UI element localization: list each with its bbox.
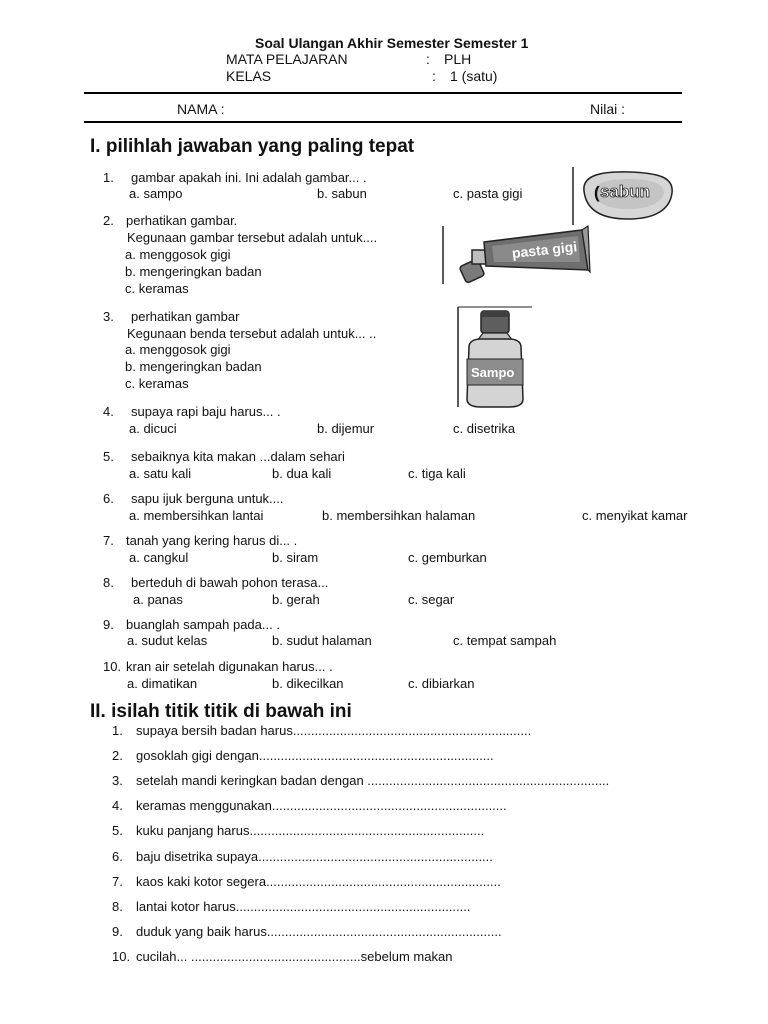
soap-label: sabun <box>600 182 651 201</box>
q7-number: 7. <box>103 533 114 548</box>
s2-item-1-text: supaya bersih badan harus.................................................................. <box>136 723 532 738</box>
soap-image <box>572 165 678 229</box>
q4-option-b: b. dijemur <box>317 421 375 436</box>
s2-item-2-number: 2. <box>112 748 123 763</box>
q3-number: 3. <box>103 309 114 324</box>
q9-option-b: b. sudut halaman <box>272 633 372 648</box>
subject-label: MATA PELAJARAN <box>226 51 348 67</box>
q9-number: 9. <box>103 617 114 632</box>
q5-option-b: b. dua kali <box>272 466 332 481</box>
s2-item-5-number: 5. <box>112 823 123 838</box>
q4-option-c: c. disetrika <box>453 421 516 436</box>
subject-colon: : <box>426 51 430 67</box>
q10-option-b: b. dikecilkan <box>272 676 344 691</box>
q6-text: sapu ijuk berguna untuk.... <box>131 491 284 506</box>
svg-text:(: ( <box>594 183 600 202</box>
q10-number: 10. <box>103 659 122 674</box>
s2-item-3-text: setelah mandi keringkan badan dengan ................................................................... <box>136 773 610 788</box>
q2-option-a: a. menggosok gigi <box>125 247 231 262</box>
q7-option-b: b. siram <box>272 550 319 565</box>
q5-number: 5. <box>103 449 114 464</box>
q3-option-a: a. menggosok gigi <box>125 342 231 357</box>
q1-option-a: a. sampo <box>129 186 183 201</box>
q3-option-c: c. keramas <box>125 376 189 391</box>
s2-item-8-number: 8. <box>112 899 123 914</box>
q2-option-c: c. keramas <box>125 281 189 296</box>
q2-option-b: b. mengeringkan badan <box>125 264 262 279</box>
section-2-title: II. isilah titik titik di bawah ini <box>90 701 352 722</box>
s2-item-10-number: 10. <box>112 949 131 964</box>
q1-text: gambar apakah ini. Ini adalah gambar... . <box>131 170 367 185</box>
q9-text: buanglah sampah pada... . <box>126 617 280 632</box>
q3-text-line2: Kegunaan benda tersebut adalah untuk... .. <box>127 326 377 341</box>
document-title: Soal Ulangan Akhir Semester Semester 1 <box>255 35 529 51</box>
q2-text-line2: Kegunaan gambar tersebut adalah untuk.... <box>127 230 378 245</box>
shampoo-image <box>457 303 533 411</box>
q2-number: 2. <box>103 213 114 228</box>
q9-option-a: a. sudut kelas <box>127 633 208 648</box>
class-value: 1 (satu) <box>450 68 498 84</box>
q5-option-a: a. satu kali <box>129 466 192 481</box>
s2-item-1-number: 1. <box>112 723 123 738</box>
q2-text: perhatikan gambar. <box>126 213 238 228</box>
s2-item-9-number: 9. <box>112 924 123 939</box>
s2-item-7-number: 7. <box>112 874 123 889</box>
subject-value: PLH <box>444 51 472 67</box>
q5-text: sebaiknya kita makan ...dalam sehari <box>131 449 345 464</box>
q7-text: tanah yang kering harus di... . <box>126 533 298 548</box>
q7-option-a: a. cangkul <box>129 550 189 565</box>
q6-option-a: a. membersihkan lantai <box>129 508 264 523</box>
q8-option-a: a. panas <box>133 592 183 607</box>
q9-option-c: c. tempat sampah <box>453 633 557 648</box>
toothpaste-image <box>442 222 592 288</box>
q6-option-c: c. menyikat kamar <box>582 508 688 523</box>
q8-text: berteduh di bawah pohon terasa... <box>131 575 329 590</box>
q10-option-c: c. dibiarkan <box>408 676 475 691</box>
section-1-title: I. pilihlah jawaban yang paling tepat <box>90 136 415 157</box>
s2-item-10-text: cucilah... ...............................................sebelum makan <box>136 949 453 964</box>
class-colon: : <box>432 68 436 84</box>
q5-option-c: c. tiga kali <box>408 466 466 481</box>
s2-item-6-text: baju disetrika supaya................................................................. <box>136 849 493 864</box>
header-divider-bottom <box>84 121 682 123</box>
q6-option-b: b. membersihkan halaman <box>322 508 476 523</box>
toothpaste-label: pasta gigi <box>511 238 578 262</box>
s2-item-9-text: duduk yang baik harus................................................................. <box>136 924 502 939</box>
s2-item-3-number: 3. <box>112 773 123 788</box>
s2-item-7-text: kaos kaki kotor segera................................................................. <box>136 874 501 889</box>
q4-option-a: a. dicuci <box>129 421 177 436</box>
q3-option-b: b. mengeringkan badan <box>125 359 262 374</box>
q1-number: 1. <box>103 170 114 185</box>
q1-option-c: c. pasta gigi <box>453 186 523 201</box>
q6-number: 6. <box>103 491 114 506</box>
q4-number: 4. <box>103 404 114 419</box>
score-label: Nilai : <box>590 101 626 117</box>
s2-item-6-number: 6. <box>112 849 123 864</box>
name-label: NAMA : <box>177 101 225 117</box>
s2-item-5-text: kuku panjang harus................................................................. <box>136 823 485 838</box>
q10-text: kran air setelah digunakan harus... . <box>126 659 333 674</box>
q8-option-b: b. gerah <box>272 592 320 607</box>
s2-item-2-text: gosoklah gigi dengan................................................................. <box>136 748 494 763</box>
s2-item-8-text: lantai kotor harus................................................................. <box>136 899 471 914</box>
s2-item-4-number: 4. <box>112 798 123 813</box>
q8-option-c: c. segar <box>408 592 455 607</box>
q10-option-a: a. dimatikan <box>127 676 198 691</box>
shampoo-label: Sampo <box>471 365 515 380</box>
q3-text: perhatikan gambar <box>131 309 240 324</box>
header-divider-top <box>84 92 682 94</box>
q7-option-c: c. gemburkan <box>408 550 487 565</box>
q8-number: 8. <box>103 575 114 590</box>
class-label: KELAS <box>226 68 272 84</box>
q4-text: supaya rapi baju harus... . <box>131 404 281 419</box>
s2-item-4-text: keramas menggunakan................................................................. <box>136 798 507 813</box>
q1-option-b: b. sabun <box>317 186 367 201</box>
